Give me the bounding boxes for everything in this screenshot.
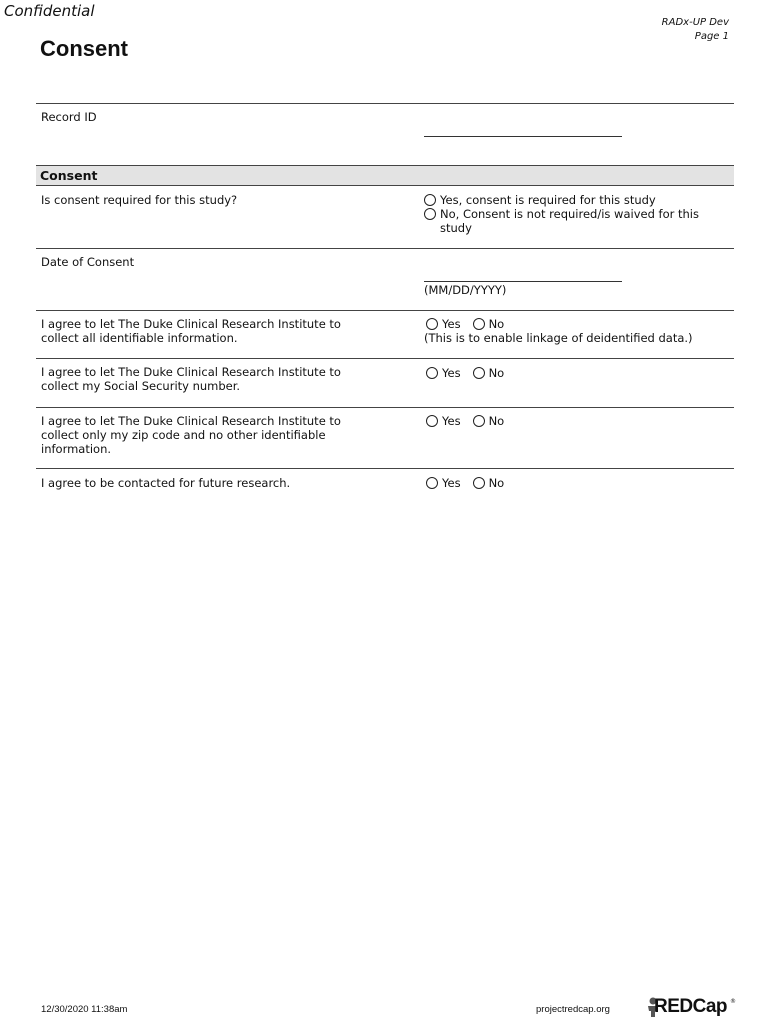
no-option[interactable]	[473, 414, 505, 428]
identifiable-info-options	[426, 317, 516, 331]
option-label: No, Consent is not required/is waived for this study	[440, 207, 699, 235]
consent-required-options	[424, 193, 714, 235]
yes-option[interactable]	[426, 476, 461, 490]
consent-required-no-option[interactable]	[424, 207, 714, 235]
radio-button[interactable]	[424, 208, 436, 220]
zip-only-question: I agree to let The Duke Clinical Research Institute to collect only my zip code and no other identifiable information.	[41, 414, 341, 456]
ssn-options	[426, 366, 516, 380]
divider	[36, 248, 734, 249]
radio-button[interactable]	[426, 318, 438, 330]
radio-button[interactable]	[426, 415, 438, 427]
zip-only-options	[426, 414, 516, 428]
record-id-label: Record ID	[41, 110, 97, 124]
ssn-question: I agree to let The Duke Clinical Research Institute to collect my Social Security number.	[41, 365, 341, 393]
section-header	[36, 165, 734, 186]
option-label: No	[488, 476, 505, 490]
radio-button[interactable]	[473, 477, 485, 489]
option-label: Yes	[442, 366, 461, 380]
divider	[36, 103, 734, 104]
footer-timestamp: 12/30/2020 11:38am	[41, 1004, 128, 1015]
no-option[interactable]	[473, 476, 505, 490]
yes-option[interactable]	[426, 414, 461, 428]
option-label: No	[488, 317, 505, 331]
identifiable-info-question: I agree to let The Duke Clinical Research Institute to collect all identifiable information.	[41, 317, 341, 345]
confidential-label: Confidential	[4, 2, 95, 20]
consent-date-question: Date of Consent	[41, 255, 135, 269]
option-label: Yes	[442, 317, 461, 331]
radio-button[interactable]	[426, 367, 438, 379]
consent-required-yes-option[interactable]	[424, 193, 714, 207]
radio-button[interactable]	[426, 477, 438, 489]
no-option[interactable]	[473, 366, 505, 380]
divider	[36, 310, 734, 311]
radio-button[interactable]	[473, 318, 485, 330]
page-title: Consent	[40, 36, 128, 61]
logo-text: REDCap	[654, 996, 728, 1017]
identifiable-info-note: (This is to enable linkage of deidentified data.)	[424, 331, 693, 345]
radio-button[interactable]	[473, 367, 485, 379]
section-title: Consent	[40, 168, 98, 183]
option-label: Yes, consent is required for this study	[440, 193, 656, 207]
radio-button[interactable]	[473, 415, 485, 427]
date-format-hint: (MM/DD/YYYY)	[424, 283, 507, 297]
consent-date-field[interactable]	[424, 281, 622, 282]
record-id-field[interactable]	[424, 136, 622, 137]
footer-url: projectredcap.org	[536, 1004, 610, 1015]
option-label: No	[488, 414, 505, 428]
option-label: No	[488, 366, 505, 380]
divider	[36, 358, 734, 359]
yes-option[interactable]	[426, 366, 461, 380]
divider	[36, 407, 734, 408]
future-contact-options	[426, 476, 516, 490]
yes-option[interactable]	[426, 317, 461, 331]
future-contact-question: I agree to be contacted for future research.	[41, 476, 291, 490]
project-name: RADx-UP Dev	[661, 17, 729, 28]
no-option[interactable]	[473, 317, 505, 331]
radio-button[interactable]	[424, 194, 436, 206]
divider	[36, 468, 734, 469]
redcap-logo	[646, 996, 736, 1020]
option-label: Yes	[442, 414, 461, 428]
page-number: Page 1	[694, 31, 729, 42]
consent-required-question: Is consent required for this study?	[41, 193, 238, 207]
registered-mark: ®	[730, 998, 736, 1005]
option-label: Yes	[442, 476, 461, 490]
